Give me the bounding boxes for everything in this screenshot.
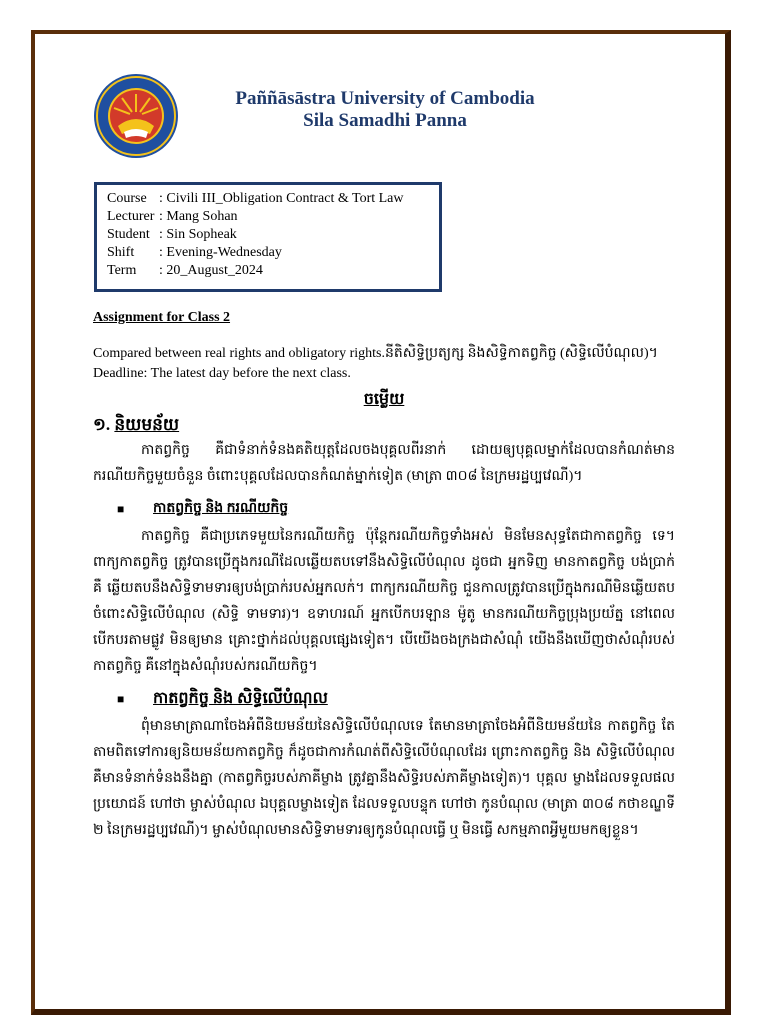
info-label: Lecturer [107, 209, 155, 224]
university-seal-icon [92, 72, 180, 160]
info-row-student [107, 226, 439, 244]
bullet-paragraph: ពុំមានមាត្រាណាចែងអំពីនិយមន័យនៃសិទ្ធិលើបំណុលទេ តែមានមាត្រាចែងអំពីនិយមន័យនៃ កាតព្វកិច្ច តែតាមពិតទៅការឲ្យនិយមន័យកាតព្វកិច្ច ក៏ដូចជាការកំណត់ពីសិទ្ធិលើបំណុលដែរ ព្រោះកាតព្វកិច្ច និង សិទ្ធិលើបំណុល គឺមានទំនាក់ទំនងនឹងគ្នា (កាតព្វកិច្ចរបស់ភាគីម្ខាង ត្រូវគ្នានឹងសិទ្ធិរបស់ភាគីម្ខាងទៀត)។ បុគ្គល ម្ខាងដែលទទួលផលប្រយោជន៍ ហៅថា ម្ចាស់បំណុល ឯបុគ្គលម្ខាងទៀត ដែលទទួលបន្ទុក ហៅថា កូនបំណុល (មាត្រា ៣០៨ កថាខណ្ឌទី ២ នៃក្រមរដ្ឋប្បវេណី)។ ម្ចាស់បំណុលមានសិទ្ធិទាមទារឲ្យកូនបំណុលធ្វើ ឬ មិនធ្វើ សកម្មភាពអ្វីមួយមកឲ្យខ្លួន។ [93, 719, 675, 838]
square-bullet-icon: ■ [117, 692, 125, 706]
course-info-box [94, 182, 442, 292]
assignment-question-text: Compared between real rights and obligatory rights.នីតិសិទ្ធិប្រត្យក្ស និងសិទ្ធិកាតព្វកិច្ច (សិទ្ធិលើបំណុល)។ [93, 346, 658, 361]
bullet-title: កាតព្វកិច្ច និង សិទ្ធិលើបំណុល [153, 690, 328, 707]
document-body [93, 308, 675, 844]
section-title: និយមន័យ [114, 415, 180, 434]
assignment-title: Assignment for Class 2 [93, 310, 231, 325]
info-value: : Evening-Wednesday [159, 245, 282, 260]
bullet-heading-obligation-claim [117, 686, 675, 712]
assignment-question [93, 344, 675, 384]
info-value: : 20_August_2024 [159, 263, 263, 278]
info-row-shift [107, 244, 439, 262]
university-name: Paññāsāstra University of Cambodia [235, 88, 535, 109]
info-row-lecturer [107, 208, 439, 226]
assignment-deadline: Deadline: The latest day before the next class. [93, 366, 351, 381]
info-row-term [107, 262, 439, 280]
bullet-heading-obligation-duty [117, 496, 675, 522]
square-bullet-icon: ■ [117, 502, 125, 516]
info-row-course [107, 190, 439, 208]
bullet-title: កាតព្វកិច្ច និង ករណីយកិច្ច [153, 501, 289, 516]
section-heading [93, 412, 675, 438]
info-label: Term [107, 263, 137, 278]
info-label: Shift [107, 245, 135, 260]
info-value: : Sin Sopheak [159, 227, 237, 242]
info-label: Student [107, 227, 150, 242]
info-label: Course [107, 191, 147, 206]
university-motto: Sila Samadhi Panna [303, 110, 467, 131]
section-number: ១. [93, 415, 111, 434]
answer-heading: ចម្លើយ [363, 391, 405, 408]
section-paragraph: កាតព្វកិច្ច គឺជាទំនាក់ទំនងគតិយុត្តដែលចងបុគ្គលពីរនាក់ ដោយឲ្យបុគ្គលម្នាក់ដែលបានកំណត់មានករណីយកិច្ចមួយចំនួន ចំពោះបុគ្គលដែលបានកំណត់ម្នាក់ទៀត (មាត្រា ៣០៨ នៃក្រមរដ្ឋប្បវេណី)។ [93, 443, 675, 484]
info-value: : Civili III_Obligation Contract & Tort Law [159, 191, 404, 206]
info-value: : Mang Sohan [159, 209, 238, 224]
university-header [190, 88, 580, 132]
bullet-paragraph: កាតព្វកិច្ច គឺជាប្រភេទមួយនៃករណីយកិច្ច ប៉ុន្តែករណីយកិច្ចទាំងអស់ មិនមែនសុទ្ធតែជាកាតព្វកិច្ច ទេ។ ពាក្យកាតព្វកិច្ច ត្រូវបានប្រើក្នុងករណីដែលឆ្លើយតបទៅនឹងសិទ្ធិលើបំណុល ដូចជា អ្នកទិញ មានកាតព្វកិច្ច បង់ប្រាក់ គឺ ឆ្លើយតបនឹងសិទ្ធិទាមទារឲ្យបង់ប្រាក់របស់អ្នកលក់។ ពាក្យករណីយកិច្ច ជួនកាលត្រូវបានប្រើក្នុងករណីមិនឆ្លើយតបចំពោះសិទ្ធិលើបំណុល (សិទ្ធិ ទាមទារ)។ ឧទាហរណ៍ អ្នកបើកបរឡាន ម៉ូតូ មានករណីយកិច្ចប្រុងប្រយ័ត្ន នៅពេលបើកបរតាមផ្លូវ មិនឲ្យមាន គ្រោះថ្នាក់ដល់បុគ្គលផ្សេងទៀត។ បើយើងចងក្រងជាសំណុំ យើងនឹងឃើញថាសំណុំរបស់កាតព្វកិច្ច គឺនៅក្នុងសំណុំរបស់ករណីយកិច្ច។ [93, 529, 675, 674]
